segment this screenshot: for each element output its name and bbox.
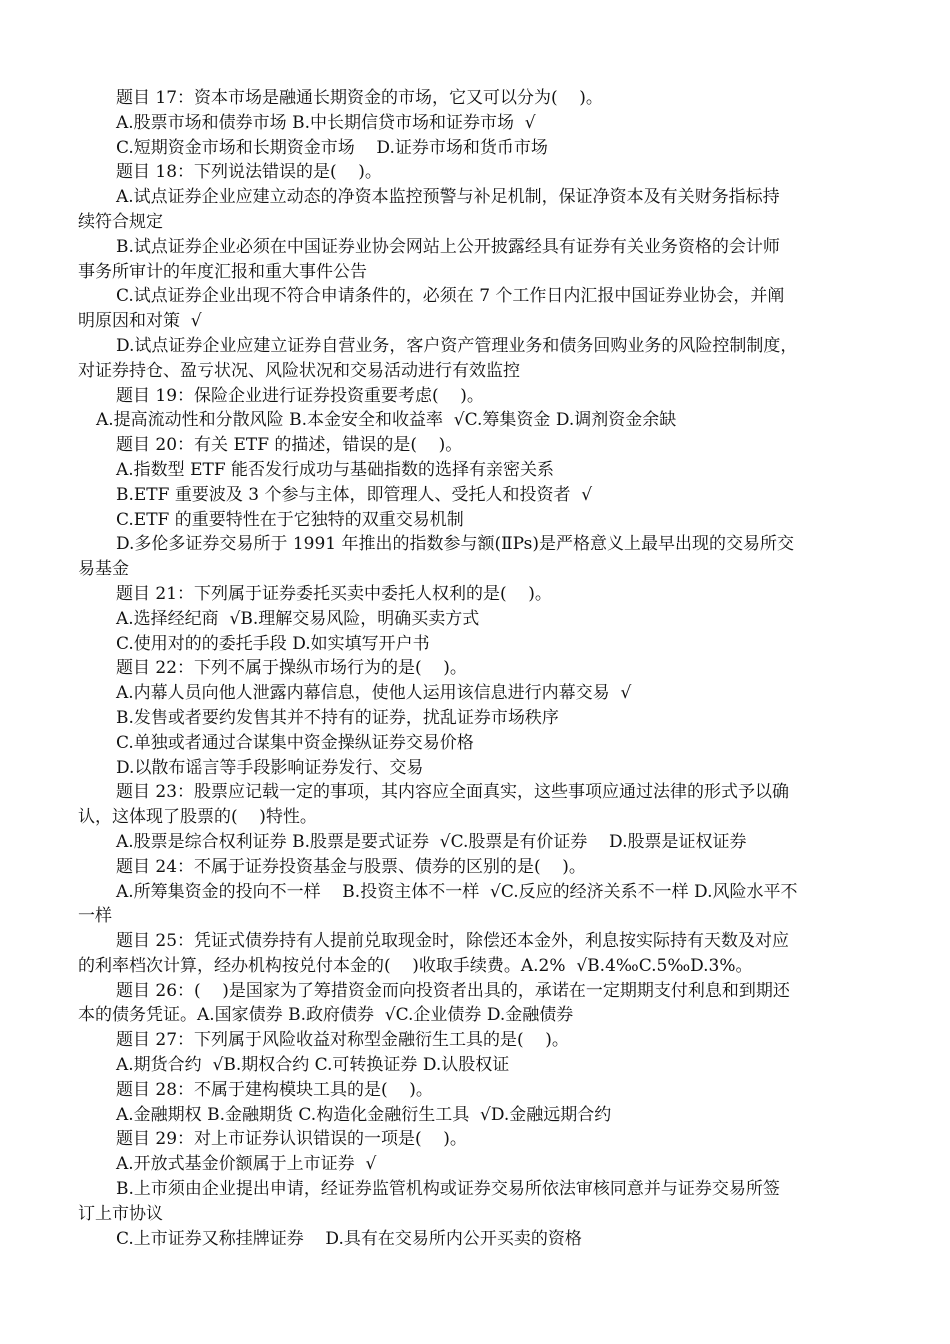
text-line: A.股票市场和债券市场 B.中长期信贷市场和证券市场 √	[116, 112, 536, 133]
text-line: 本的债务凭证。A.国家债券 B.政府债券 √C.企业债券 D.金融债券	[78, 1005, 574, 1026]
text-line: 认，这体现了股票的( )特性。	[78, 807, 317, 828]
text-line: B.上市须由企业提出申请，经证券监管机构或证券交易所依法审核同意并与证券交易所签	[116, 1179, 780, 1200]
text-line: A.期货合约 √B.期权合约 C.可转换证券 D.认股权证	[116, 1055, 510, 1076]
text-line: A.股票是综合权利证券 B.股票是要式证券 √C.股票是有价证券 D.股票是证权证券	[116, 831, 747, 852]
text-line: B.发售或者要约发售其并不持有的证券，扰乱证券市场秩序	[116, 707, 559, 728]
text-line: 一样	[78, 906, 112, 927]
text-line: C.单独或者通过合谋集中资金操纵证券交易价格	[116, 732, 474, 753]
text-line: A.内幕人员向他人泄露内幕信息，使他人运用该信息进行内幕交易 √	[116, 683, 632, 704]
text-line: 题目 27：下列属于风险收益对称型金融衍生工具的是( )。	[116, 1030, 569, 1051]
text-line: 事务所审计的年度汇报和重大事件公告	[78, 261, 367, 282]
text-line: 订上市协议	[78, 1203, 163, 1224]
text-line: 题目 17：资本市场是融通长期资金的市场，它又可以分为( )。	[116, 88, 603, 108]
text-line: 续符合规定	[78, 211, 163, 232]
text-line: D.多伦多证券交易所于 1991 年推出的指数参与额(ⅡPs)是严格意义上最早出现的交易所交	[116, 534, 795, 555]
text-line: 题目 29：对上市证券认识错误的一项是( )。	[116, 1129, 467, 1150]
text-line: 题目 21：下列属于证券委托买卖中委托人权利的是( )。	[116, 583, 552, 604]
text-line: A.金融期权 B.金融期货 C.构造化金融衍生工具 √D.金融远期合约	[116, 1104, 612, 1125]
text-line: 题目 25：凭证式债券持有人提前兑取现金时，除偿还本金外，利息按实际持有天数及对应	[116, 931, 790, 952]
text-line: A.开放式基金价额属于上市证券 √	[116, 1154, 377, 1175]
text-line: 题目 18：下列说法错误的是( )。	[116, 162, 382, 183]
text-line: A.提高流动性和分散风险 B.本金安全和收益率 √C.筹集资金 D.调剂资金余缺	[96, 410, 677, 431]
text-line: A.选择经纪商 √B.理解交易风险，明确买卖方式	[116, 608, 480, 629]
text-line: 题目 23：股票应记载一定的事项，其内容应全面真实，这些事项应通过法律的形式予以确	[116, 782, 790, 803]
text-line: 题目 19：保险企业进行证券投资重要考虑( )。	[116, 385, 484, 406]
text-line: B.ETF 重要波及 3 个参与主体，即管理人、受托人和投资者 √	[116, 484, 593, 505]
text-line: C.ETF 的重要特性在于它独特的双重交易机制	[116, 509, 464, 530]
text-line: A.所筹集资金的投向不一样 B.投资主体不一样 √C.反应的经济关系不一样 D.风险水平不	[116, 881, 798, 902]
text-line: B.试点证券企业必须在中国证券业协会网站上公开披露经具有证券有关业务资格的会计师	[116, 236, 780, 257]
text-line: 易基金	[78, 559, 129, 580]
text-line: 的利率档次计算，经办机构按兑付本金的( )收取手续费。A.2% √B.4‰C.5‰D.3%。	[78, 955, 753, 976]
document-body	[78, 86, 878, 1251]
text-line: 对证券持仓、盈亏状况、风险状况和交易活动进行有效监控	[78, 360, 520, 381]
text-line: C.使用对的的委托手段 D.如实填写开户书	[116, 633, 430, 654]
text-line: 题目 22：下列不属于操纵市场行为的是( )。	[116, 658, 467, 679]
text-line: 题目 26：( )是国家为了筹措资金而向投资者出具的，承诺在一定期期支付利息和到期还	[116, 980, 790, 1001]
text-line: D.以散布谣言等手段影响证券发行、交易	[116, 757, 424, 778]
text-line: 题目 20：有关 ETF 的描述，错误的是( )。	[116, 435, 463, 456]
text-line: A.试点证券企业应建立动态的净资本监控预警与补足机制，保证净资本及有关财务指标持	[116, 187, 780, 208]
text-line: C.试点证券企业出现不符合申请条件的，必须在 7 个工作日内汇报中国证券业协会，并阐	[116, 286, 785, 307]
text-line: D.试点证券企业应建立证券自营业务，客户资产管理业务和债务回购业务的风险控制制度，	[116, 335, 798, 356]
text-line: 题目 28：不属于建构模块工具的是( )。	[116, 1079, 433, 1100]
text-line: 明原因和对策 √	[78, 311, 202, 332]
text-line: C.上市证券又称挂牌证券 D.具有在交易所内公开买卖的资格	[116, 1228, 582, 1249]
text-line: 题目 24：不属于证券投资基金与股票、债券的区别的是( )。	[116, 856, 586, 877]
text-line: C.短期资金市场和长期资金市场 D.证券市场和货币市场	[116, 137, 548, 158]
text-line: A.指数型 ETF 能否发行成功与基础指数的选择有亲密关系	[116, 459, 555, 480]
